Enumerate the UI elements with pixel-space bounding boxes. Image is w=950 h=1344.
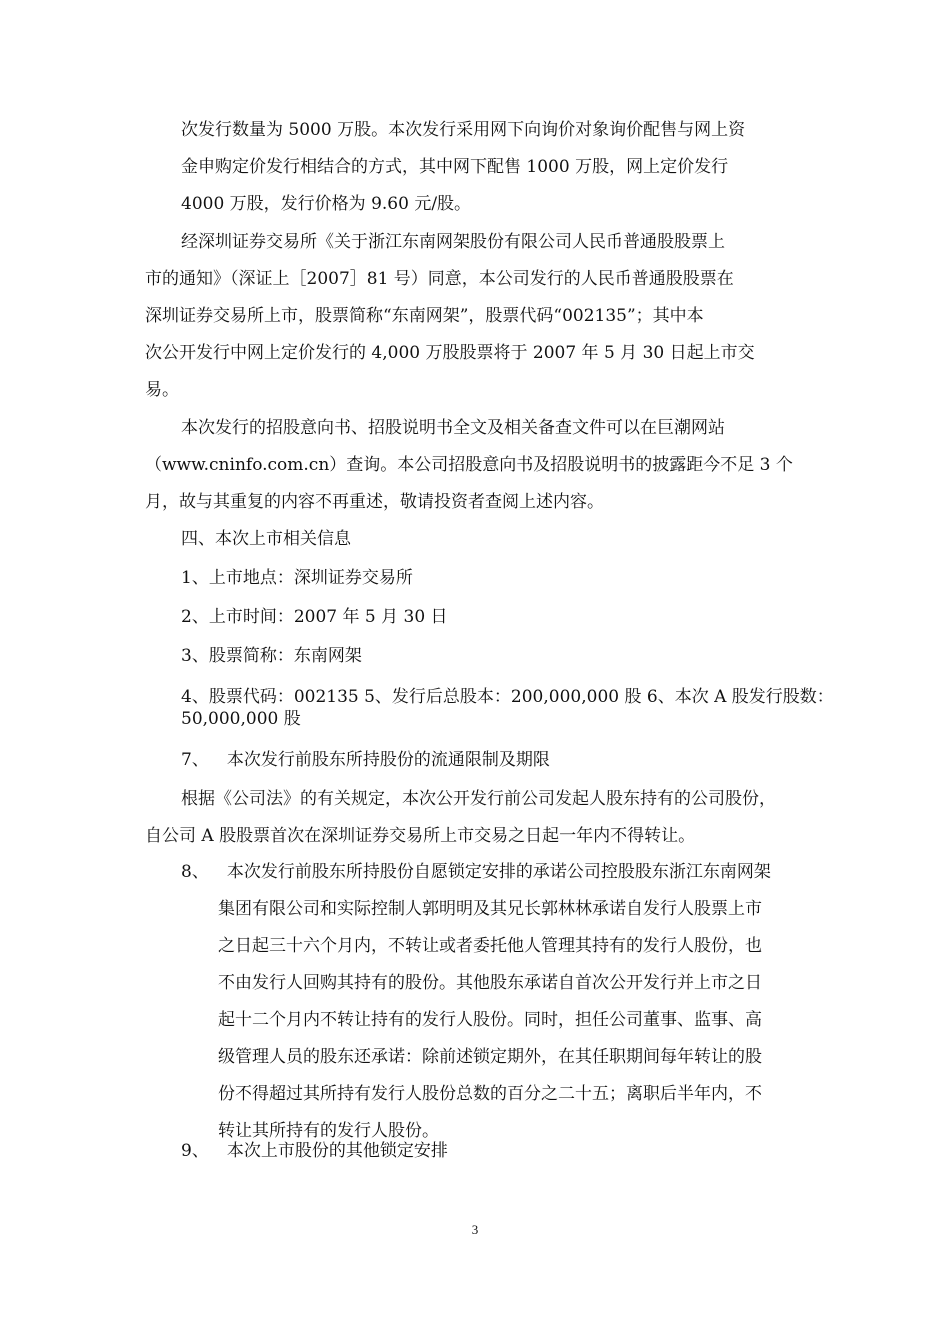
list-item-row [145, 854, 845, 891]
list-item-other-lockup [145, 1133, 845, 1170]
list-item-number: 8、 [181, 862, 209, 882]
text-line: 本次发行的招股意向书、招股说明书全文及相关备查文件可以在巨潮网站 [181, 418, 725, 438]
list-item-text: 本次发行前股东所持股份自愿锁定安排的承诺公司控股股东浙江东南网架 [226, 862, 771, 882]
text-line: （www.cninfo.com.cn）查询。本公司招股意向书及招股说明书的披露距今不足 3 个 [145, 455, 793, 475]
paragraph-prospectus [145, 410, 845, 521]
text-line: 市的通知》（深证上［2007］81 号）同意，本公司发行的人民币普通股股票在 [145, 269, 734, 289]
section-title [145, 521, 845, 558]
list-item-text: 2、上市时间：2007 年 5 月 30 日 [181, 607, 448, 627]
text-line: 月，故与其重复的内容不再重述，敬请投资者查阅上述内容。 [145, 492, 604, 512]
list-item-row [145, 1133, 845, 1170]
text-line: 起十二个月内不转让持有的发行人股份。同时，担任公司董事、监事、高 [218, 1010, 762, 1030]
paragraph-listing-approval [145, 224, 845, 409]
list-item-text: 本次发行前股东所持股份的流通限制及期限 [226, 750, 550, 770]
list-item-text: 本次上市股份的其他锁定安排 [226, 1141, 448, 1161]
text-line: 份不得超过其所持有发行人股份总数的百分之二十五；离职后半年内，不 [218, 1084, 762, 1104]
page-number: 3 [471, 1222, 479, 1237]
text-line: 次发行数量为 5000 万股。本次发行采用网下向询价对象询价配售与网上资 [181, 120, 746, 140]
list-item-text: 50,000,000 股 [181, 709, 301, 729]
text-line: 次公开发行中网上定价发行的 4,000 万股股票将于 2007 年 5 月 30 日起上市交 [145, 343, 755, 363]
list-item-circulation-restriction [145, 742, 845, 779]
list-item-text: 4、股票代码：002135 5、发行后总股本：200,000,000 股 6、本次 A 股发行股数： [181, 687, 834, 707]
list-item-listing-venue [145, 560, 845, 597]
text-line: 集团有限公司和实际控制人郭明明及其兄长郭林林承诺自发行人股票上市 [218, 899, 762, 919]
list-item-text: 3、股票简称：东南网架 [181, 646, 362, 666]
list-item-number: 7、 [181, 750, 209, 770]
list-item-row [145, 742, 845, 779]
text-line: 自公司 A 股股票首次在深圳证券交易所上市交易之日起一年内不得转让。 [145, 826, 696, 846]
list-item-lockup-commitment [145, 854, 845, 1150]
text-line: 经深圳证券交易所《关于浙江东南网架股份有限公司人民币普通股股票上 [181, 232, 725, 252]
paragraph-issuance-volume [145, 112, 845, 223]
list-item-stock-code [145, 686, 865, 730]
text-line: 转让其所持有的发行人股份。 [218, 1121, 439, 1141]
text-line: 级管理人员的股东还承诺：除前述锁定期外，在其任职期间每年转让的股 [218, 1047, 762, 1067]
paragraph-company-law [145, 781, 865, 855]
list-item-stock-abbreviation [145, 638, 845, 675]
text-line: 金申购定价发行相结合的方式，其中网下配售 1000 万股，网上定价发行 [181, 157, 729, 177]
text-line: 之日起三十六个月内，不转让或者委托他人管理其持有的发行人股份，也 [218, 936, 762, 956]
list-item-text: 1、上市地点：深圳证券交易所 [181, 568, 413, 588]
section-heading: 四、本次上市相关信息 [181, 529, 351, 549]
text-line: 根据《公司法》的有关规定，本次公开发行前公司发起人股东持有的公司股份， [181, 789, 776, 809]
list-item-listing-date [145, 599, 845, 636]
text-line: 易。 [145, 380, 179, 400]
list-item-number: 9、 [181, 1141, 209, 1161]
text-line: 4000 万股，发行价格为 9.60 元/股。 [181, 194, 472, 214]
text-line: 不由发行人回购其持有的股份。其他股东承诺自首次公开发行并上市之日 [218, 973, 762, 993]
text-line: 深圳证券交易所上市，股票简称“东南网架”，股票代码“002135”；其中本 [145, 306, 704, 326]
